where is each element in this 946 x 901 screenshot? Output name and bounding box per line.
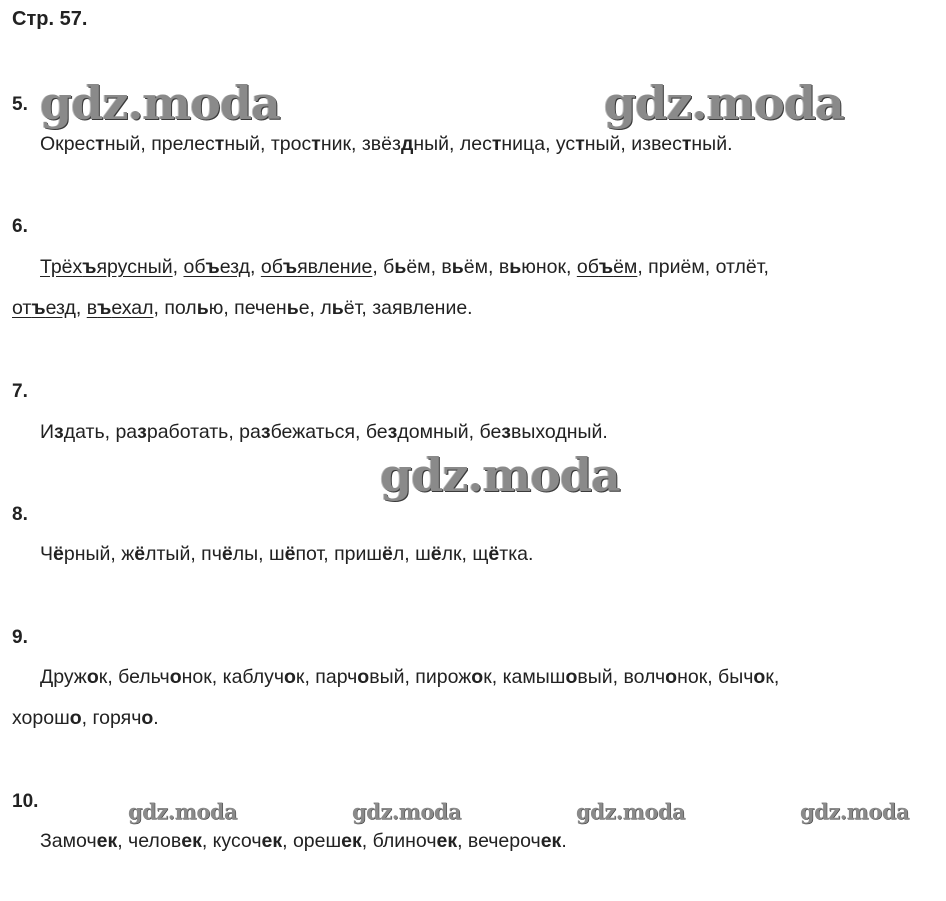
highlighted-letter: ек bbox=[96, 830, 118, 852]
highlighted-letter: з bbox=[387, 421, 398, 443]
text-segment: , горяч bbox=[81, 707, 142, 729]
watermark-logo: gdz.moda bbox=[352, 799, 462, 824]
watermark-logo: gdz.moda bbox=[576, 799, 686, 824]
highlighted-letter: ъ bbox=[31, 297, 46, 319]
highlighted-letter: ъ bbox=[82, 256, 97, 278]
highlighted-letter: ек bbox=[181, 830, 202, 852]
text-segment: тка. bbox=[499, 543, 534, 565]
highlighted-letter: о bbox=[141, 707, 154, 729]
highlighted-letter: ъ bbox=[97, 297, 112, 319]
text-segment: ный, прелес bbox=[104, 133, 215, 155]
text-segment: рный, ж bbox=[63, 543, 135, 565]
highlighted-letter: ъ bbox=[598, 256, 614, 278]
text-segment: лк, щ bbox=[441, 543, 489, 565]
text-segment: , ореш bbox=[282, 830, 342, 852]
text-segment: , bbox=[172, 256, 184, 278]
text-segment: лы, ш bbox=[232, 543, 285, 565]
highlighted-letter: ь bbox=[196, 297, 209, 319]
text-segment: , б bbox=[372, 256, 395, 278]
text-segment: , челов bbox=[117, 830, 182, 852]
exercise-number: 8. bbox=[12, 504, 28, 525]
text-segment: ём, в bbox=[463, 256, 510, 278]
highlighted-letter: ек bbox=[261, 830, 283, 852]
highlighted-letter: о bbox=[169, 666, 182, 688]
text-segment: , bbox=[75, 297, 87, 319]
highlighted-letter: ъ bbox=[282, 256, 298, 278]
text-segment: об bbox=[183, 256, 206, 278]
watermark-logo: gdz.moda bbox=[800, 799, 910, 824]
watermark-logo: gdz.moda bbox=[604, 76, 844, 130]
exercise-number: 10. bbox=[12, 791, 39, 812]
text-segment: выходный. bbox=[511, 421, 608, 443]
text-segment: об bbox=[260, 256, 283, 278]
text-segment: , пол bbox=[153, 297, 197, 319]
highlighted-letter: т bbox=[95, 133, 105, 155]
text-segment: вый, волч bbox=[577, 666, 666, 688]
text-segment: нок, быч bbox=[677, 666, 754, 688]
highlighted-letter: ё bbox=[284, 543, 296, 565]
highlighted-letter: ек bbox=[436, 830, 458, 852]
highlighted-letter: ек bbox=[540, 830, 562, 852]
exercise-text-line bbox=[12, 299, 473, 319]
highlighted-letter: ь bbox=[394, 256, 407, 278]
text-segment: ём, в bbox=[406, 256, 452, 278]
text-segment: , блиноч bbox=[361, 830, 437, 852]
highlighted-letter: о bbox=[665, 666, 678, 688]
text-segment: , приём, отлёт, bbox=[637, 256, 769, 278]
text-segment: ный, извес bbox=[584, 133, 682, 155]
highlighted-letter: ё bbox=[221, 543, 233, 565]
text-segment: , вечероч bbox=[457, 830, 541, 852]
text-segment: , bbox=[250, 256, 261, 278]
highlighted-letter: о bbox=[565, 666, 578, 688]
text-segment: вый, пирож bbox=[369, 666, 472, 688]
highlighted-letter: о bbox=[86, 666, 99, 688]
text-segment: хорош bbox=[12, 707, 70, 729]
exercise-text-line bbox=[40, 258, 769, 278]
highlighted-letter: з bbox=[501, 421, 511, 443]
text-segment: нок, каблуч bbox=[181, 666, 284, 688]
text-segment: ник, звёз bbox=[320, 133, 401, 155]
text-segment: ём bbox=[613, 256, 638, 278]
exercise-number: 5. bbox=[12, 94, 28, 115]
highlighted-letter: з bbox=[54, 421, 64, 443]
text-segment: явление bbox=[297, 256, 373, 278]
exercise-text-line bbox=[40, 668, 779, 688]
highlighted-letter: д bbox=[400, 133, 414, 155]
highlighted-letter: ё bbox=[53, 543, 64, 565]
highlighted-letter: ё bbox=[382, 543, 393, 565]
highlighted-letter: т bbox=[311, 133, 321, 155]
watermark-logo: gdz.moda bbox=[380, 448, 620, 502]
highlighted-letter: ь bbox=[286, 297, 299, 319]
highlighted-letter: о bbox=[753, 666, 766, 688]
text-segment: . bbox=[153, 707, 159, 729]
text-segment: Трёх bbox=[40, 256, 83, 278]
highlighted-letter: ъ bbox=[205, 256, 220, 278]
text-segment: от bbox=[12, 297, 32, 319]
text-segment: к, камыш bbox=[483, 666, 566, 688]
highlighted-letter: о bbox=[357, 666, 370, 688]
highlighted-letter: о bbox=[284, 666, 296, 688]
text-segment: , кусоч bbox=[201, 830, 262, 852]
page-header: Стр. 57. bbox=[12, 8, 88, 30]
highlighted-letter: ё bbox=[488, 543, 500, 565]
text-segment: об bbox=[576, 256, 599, 278]
text-segment: Ч bbox=[40, 543, 53, 565]
highlighted-letter: з bbox=[260, 421, 271, 443]
exercise-number: 6. bbox=[12, 216, 28, 237]
text-segment: Замоч bbox=[40, 830, 97, 852]
text-segment: ница, ус bbox=[501, 133, 576, 155]
text-segment: к, бельч bbox=[98, 666, 170, 688]
text-segment: Друж bbox=[40, 666, 87, 688]
text-segment: ёт, заявление. bbox=[343, 297, 473, 319]
watermark-logo: gdz.moda bbox=[40, 76, 280, 130]
highlighted-letter: ё bbox=[430, 543, 442, 565]
highlighted-letter: т bbox=[214, 133, 225, 155]
text-segment: ехал bbox=[111, 297, 154, 319]
text-segment: бежаться, бе bbox=[270, 421, 388, 443]
exercise-text-line bbox=[12, 709, 159, 729]
text-segment: л, ш bbox=[392, 543, 431, 565]
text-segment: е, л bbox=[298, 297, 332, 319]
text-segment: дать, ра bbox=[63, 421, 138, 443]
text-segment: в bbox=[86, 297, 98, 319]
exercise-number: 9. bbox=[12, 627, 28, 648]
text-segment: лтый, пч bbox=[145, 543, 222, 565]
text-segment: ный, лес bbox=[413, 133, 492, 155]
exercise-text-line bbox=[40, 545, 533, 565]
exercise-text-line bbox=[40, 135, 733, 155]
text-segment: ю, печен bbox=[208, 297, 287, 319]
highlighted-letter: о bbox=[69, 707, 82, 729]
highlighted-letter: з bbox=[137, 421, 147, 443]
highlighted-letter: ё bbox=[134, 543, 146, 565]
exercise-number: 7. bbox=[12, 381, 28, 402]
text-segment: работать, ра bbox=[146, 421, 261, 443]
text-segment: к, bbox=[765, 666, 780, 688]
text-segment: . bbox=[561, 830, 567, 852]
text-segment: к, парч bbox=[295, 666, 358, 688]
text-segment: езд bbox=[45, 297, 76, 319]
highlighted-letter: ь bbox=[451, 256, 464, 278]
highlighted-letter: ь bbox=[331, 297, 344, 319]
text-segment: домный, бе bbox=[397, 421, 502, 443]
highlighted-letter: т bbox=[681, 133, 692, 155]
text-segment: ный, трос bbox=[224, 133, 312, 155]
text-segment: И bbox=[40, 421, 55, 443]
highlighted-letter: ек bbox=[341, 830, 362, 852]
text-segment: пот, приш bbox=[295, 543, 383, 565]
text-segment: Окрес bbox=[40, 133, 96, 155]
highlighted-letter: т bbox=[491, 133, 502, 155]
highlighted-letter: о bbox=[471, 666, 484, 688]
text-segment: ярусный bbox=[96, 256, 173, 278]
highlighted-letter: т bbox=[575, 133, 585, 155]
text-segment: юнок, bbox=[521, 256, 577, 278]
exercise-text-line bbox=[40, 832, 567, 852]
watermark-logo: gdz.moda bbox=[128, 799, 238, 824]
highlighted-letter: ь bbox=[509, 256, 522, 278]
text-segment: езд bbox=[219, 256, 251, 278]
exercise-text-line bbox=[40, 423, 608, 443]
text-segment: ный. bbox=[691, 133, 733, 155]
